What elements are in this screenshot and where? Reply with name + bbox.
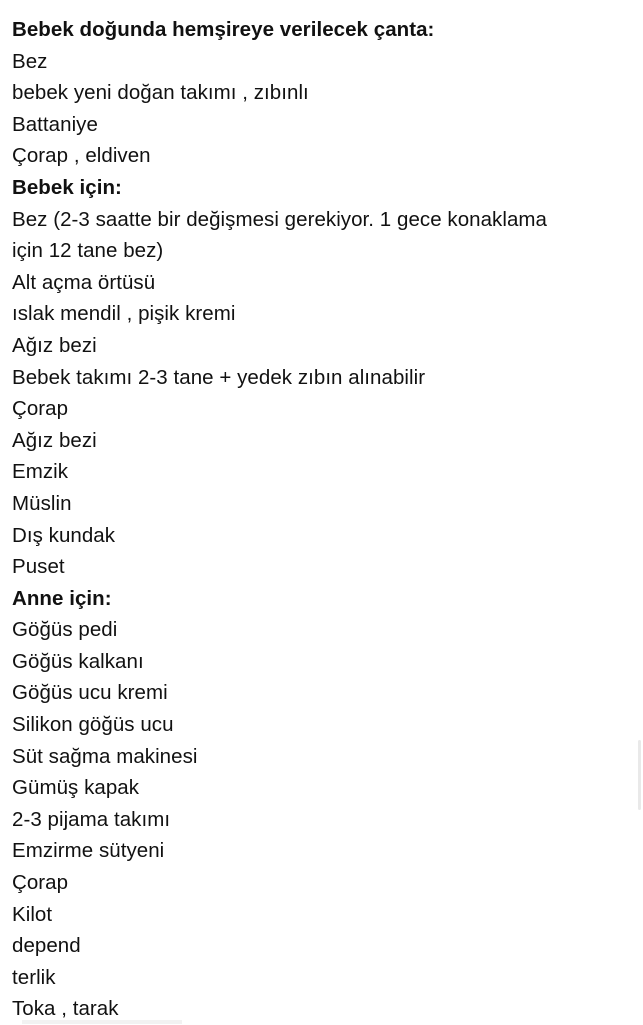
list-item: Emzirme sütyeni	[12, 839, 165, 863]
list-item: Bebek takımı 2-3 tane + yedek zıbın alınabilir	[12, 365, 426, 389]
bottom-edge-fade	[22, 1020, 182, 1024]
list-item: Göğüs kalkanı	[12, 649, 144, 673]
list-item: bebek yeni doğan takımı , zıbınlı	[12, 81, 309, 105]
list-item: Çorap	[12, 397, 69, 421]
list-item: Emzik	[12, 460, 69, 484]
list-item: Puset	[12, 555, 65, 579]
list-item: Kilot	[12, 902, 53, 926]
list-item: 2-3 pijama takımı	[12, 807, 171, 831]
list-item: Göğüs ucu kremi	[12, 681, 168, 705]
list-item: Çorap	[12, 871, 69, 895]
list-item: Göğüs pedi	[12, 618, 118, 642]
list-item: depend	[12, 934, 81, 958]
list-item: Dış kundak	[12, 523, 116, 547]
list-item: Bez	[12, 49, 48, 73]
section-heading-mother: Anne için:	[12, 586, 112, 610]
list-item: Silikon göğüs ucu	[12, 713, 174, 737]
list-item: Battaniye	[12, 112, 98, 136]
scroll-indicator[interactable]	[638, 740, 641, 810]
list-item: terlik	[12, 965, 56, 989]
list-item: Çorap , eldiven	[12, 144, 151, 168]
section-heading-baby: Bebek için:	[12, 175, 122, 199]
list-item: Müslin	[12, 491, 72, 515]
list-item-continuation: için 12 tane bez)	[12, 239, 164, 263]
list-item: Bez (2-3 saatte bir değişmesi gerekiyor. 1 gece konaklama	[12, 207, 547, 231]
list-item: Ağız bezi	[12, 428, 97, 452]
list-item: Süt sağma makinesi	[12, 744, 198, 768]
list-item: Alt açma örtüsü	[12, 270, 156, 294]
list-item: Toka , tarak	[12, 997, 119, 1021]
checklist-note	[12, 14, 635, 1025]
list-item: Gümüş kapak	[12, 776, 140, 800]
list-item: Ağız bezi	[12, 333, 97, 357]
list-item: ıslak mendil , pişik kremi	[12, 302, 236, 326]
section-heading-nurse-bag: Bebek doğunda hemşireye verilecek çanta:	[12, 18, 435, 41]
